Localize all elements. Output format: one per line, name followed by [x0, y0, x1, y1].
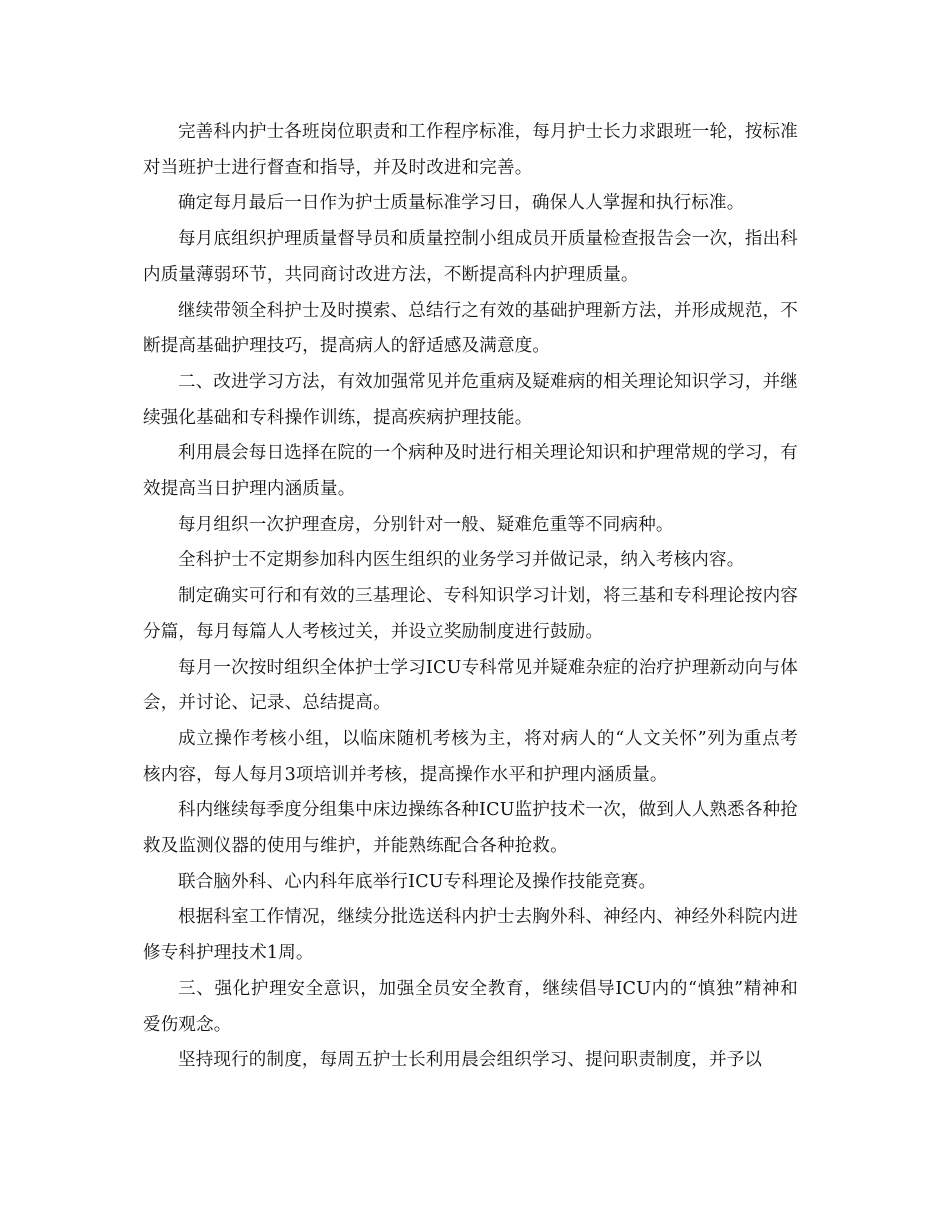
paragraph: 每月底组织护理质量督导员和质量控制小组成员开质量检查报告会一次，指出科内质量薄弱环节，共同商讨改进方法，不断提高科内护理质量。 — [143, 229, 798, 285]
paragraph: 完善科内护士各班岗位职责和工作程序标准，每月护士长力求跟班一轮，按标准对当班护士进行督查和指导，并及时改进和完善。 — [143, 122, 798, 178]
paragraph: 根据科室工作情况，继续分批选送科内护士去胸外科、神经内、神经外科院内进修专科护理技术1周。 — [143, 907, 798, 964]
paragraph: 坚持现行的制度，每周五护士长利用晨会组织学习、提问职责制度，并予以 — [178, 1050, 763, 1071]
paragraph: 确定每月最后一日作为护士质量标准学习日，确保人人掌握和执行标准。 — [178, 193, 745, 214]
document-body — [143, 115, 798, 1079]
paragraph: 每月一次按时组织全体护士学习ICU专科常见并疑难杂症的治疗护理新动向与体会，并讨论、记录、总结提高。 — [143, 657, 798, 714]
paragraph: 科内继续每季度分组集中床边操练各种ICU监护技术一次，做到人人熟悉各种抢救及监测仪器的使用与维护，并能熟练配合各种抢救。 — [143, 800, 798, 857]
section-heading-paragraph: 三、强化护理安全意识，加强全员安全教育，继续倡导ICU内的“慎独”精神和爱伤观念。 — [143, 978, 798, 1035]
paragraph: 继续带领全科护士及时摸索、总结行之有效的基础护理新方法，并形成规范，不断提高基础护理技巧，提高病人的舒适感及满意度。 — [143, 300, 798, 357]
paragraph: 全科护士不定期参加科内医生组织的业务学习并做记录，纳入考核内容。 — [178, 550, 745, 571]
paragraph: 成立操作考核小组，以临床随机考核为主，将对病人的“人文关怀”列为重点考核内容，每人每月3项培训并考核，提高操作水平和护理内涵质量。 — [143, 728, 798, 785]
paragraph: 利用晨会每日选择在院的一个病种及时进行相关理论知识和护理常规的学习，有效提高当日护理内涵质量。 — [143, 443, 798, 500]
paragraph: 每月组织一次护理查房，分别针对一般、疑难危重等不同病种。 — [178, 514, 674, 535]
section-heading-paragraph: 二、改进学习方法，有效加强常见并危重病及疑难病的相关理论知识学习，并继续强化基础和专科操作训练，提高疾病护理技能。 — [143, 371, 798, 428]
paragraph: 制定确实可行和有效的三基理论、专科知识学习计划，将三基和专科理论按内容分篇，每月每篇人人考核过关，并设立奖励制度进行鼓励。 — [143, 586, 798, 642]
paragraph: 联合脑外科、心内科年底举行ICU专科理论及操作技能竞赛。 — [178, 871, 657, 892]
